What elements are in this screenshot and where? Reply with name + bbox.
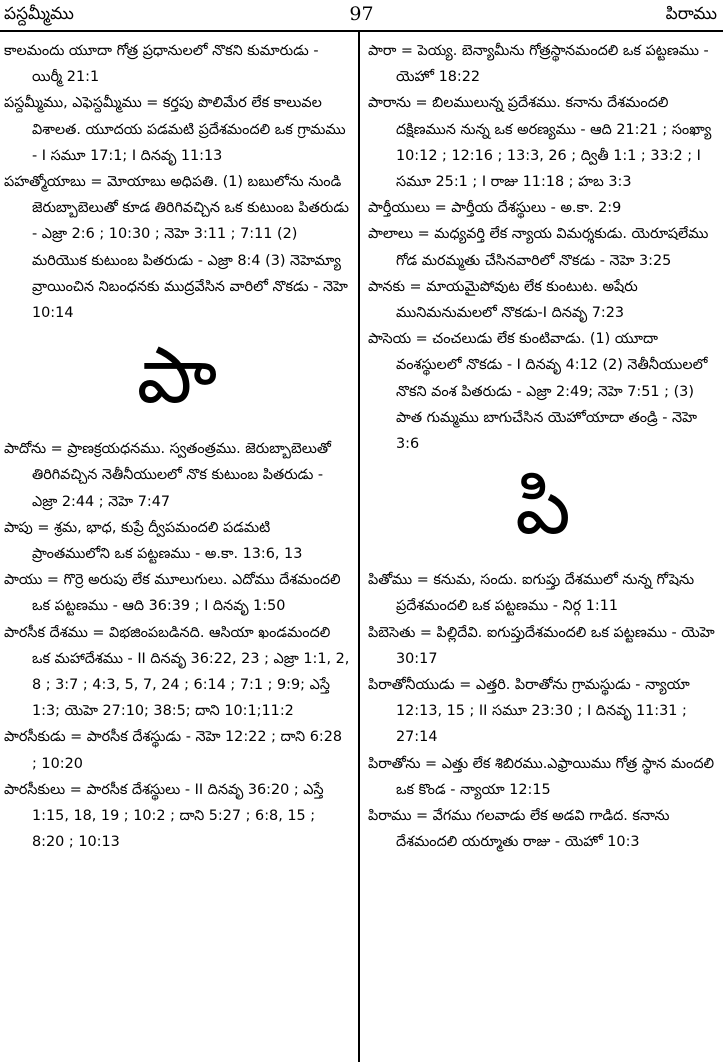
dictionary-entry: పారసీకులు = పారసీక దేశస్థులు - II దినవృ 36:20 ; ఎస్తే 1:15, 18, 19 ; 10:2 ; దాని 5:27 ; 6:8, 15 ; 8:20 ; 10:13 (4, 781, 324, 851)
dictionary-entry: పితోము = కనుమ, సందు. ఐగుప్తు దేశములో నున్న గోషెను ప్రదేశమందలి ఒక పట్టణము - నిర్గ 1:11 (368, 572, 695, 615)
page-header (0, 0, 723, 32)
dictionary-entry: పారసీకుడు = పారసీక దేశస్థుడు - నెహె 12:22 ; దాని 6:28 ; 10:20 (4, 729, 343, 772)
dictionary-entry: పిరాము = వేగము గలవాడు లేక అడవి గాడిద. కనాను దేశమందలి యర్మూతు రాజు - యెహో 10:3 (368, 808, 670, 851)
dictionary-entry: పిరాతోనీయుడు = ఎత్తరి. పిరాతోను గ్రామస్థుడు - న్యాయా 12:13, 15 ; II సమూ 23:30 ; I దినవృ 11:31 ; 27:14 (368, 677, 690, 746)
page-number: 97 (349, 3, 374, 25)
header-guide-word-left: పస్దమ్మీము (4, 4, 74, 24)
dictionary-entry: పాపు = శ్రమ, భాధ, కుప్రే ద్వీపమందలి పడమటి ప్రాంతములోని ఒక పట్టణము - అ.కా. 13:6, 13 (4, 519, 303, 563)
dictionary-entry: పాలాలు = మధ్యవర్తి లేక న్యాయ విమర్శకుడు. యెరూషలేము గోడ మరమ్మతు చేసినవారిలో నొకడు - నెహె 3:25 (368, 226, 709, 269)
left-column (4, 38, 350, 855)
dictionary-entry: పిరాతోను = ఎత్తు లేక శిబిరము.ఎఫ్రాయిము గోత్ర స్థాన మందలి ఒక కొండ - న్యాయా 12:15 (368, 755, 715, 798)
dictionary-entry: కాలమందు యూదా గోత్ర ప్రధానులలో నొకని కుమారుడు - యిర్మీ 21:1 (4, 43, 319, 86)
section-letter-heading: పి (515, 462, 571, 553)
dictionary-entry: పాయు = గొర్రె అరుపు లేక మూలుగులు. ఎదోము దేశమందలి ఒక పట్టణము - ఆది 36:39 ; I దినవృ 1:50 (4, 572, 341, 615)
dictionary-entry: పహత్మోయాబు = మోయాబు అధిపతి. (1) బబులోను నుండి జెరుబ్బాబెలుతో కూడ తిరిగివచ్చిన ఒక కుటుంబ పితరుడు - ఎజ్రా 2:6 ; 10:30 ; నెహె 3:11 ; 7:11 (2) మరియొక కుటుంబ పితరుడు - ఎజ్రా 8:4 (3) నెహెమ్యా వ్రాయించిన నిబంధనకు ముద్రవేసిన వారిలో నొకడు - నెహె 10:14 (4, 174, 349, 322)
dictionary-entry: పస్దమ్మీము, ఎఫెస్దమ్మీము = కర్తపు పొలిమేర లేక కాలువల విశాలత. యూదయ పడమటి ప్రదేశమందలి ఒక గ్రామము - I సమూ 17:1; I దినవృ 11:13 (4, 95, 346, 164)
right-column (368, 38, 718, 855)
dictionary-entry: పానకు = మాయమైపోవుట లేక కుంటుట. అషేరు మునిమనుమలలో నొకడు-I దినవృ 7:23 (368, 278, 638, 322)
dictionary-entry: పారా = పెయ్య. బెన్యామీను గోత్రస్థానమందలి ఒక పట్టణము - యెహో 18:22 (368, 43, 709, 86)
dictionary-entry: పారసీక దేశము = విభజింపబడినది. ఆసియా ఖండమందలి ఒక మహాదేశము - II దినవృ 36:22, 23 ; ఎజ్రా 1:1, 2, 8 ; 3:7 ; 4:3, 5, 7, 24 ; 6:14 ; 7:1 ; 9:9; ఎస్తే 1:3; యెహె 27:10; 38:5; దాని 10:1;11:2 (4, 624, 350, 720)
column-divider (358, 30, 360, 1062)
dictionary-entry: పార్తీయులు = పార్తీయ దేశస్థులు - అ.కా. 2:9 (368, 200, 622, 217)
dictionary-entry: పాదోను = ప్రాణక్రయధనము. స్వతంత్రము. జెరుబ్బాబెలుతో తిరిగివచ్చిన నెతీనీయులలో నొక కుటుంబ పితరుడు - ఎజ్రా 2:44 ; నెహె 7:47 (4, 441, 331, 510)
section-letter-heading: పా (136, 331, 218, 422)
header-guide-word-right: పిరాము (665, 4, 717, 24)
dictionary-entry: పిబెసెతు = పిల్లిదేవి. ఐగుప్తుదేశమందలి ఒక పట్టణము - యెహె 30:17 (368, 624, 715, 667)
dictionary-entry: పాసెయ = చంచలుడు లేక కుంటివాడు. (1) యూదా వంశస్థులలో నొకడు - I దినవృ 4:12 (2) నెతీనీయులలో నొకని వంశ పితరుడు - ఎజ్రా 2:49; నెహె 7:51 ; (3) పాత గుమ్మము బాగుచేసిన యెహోయాదా తండ్రి - నెహె 3:6 (368, 331, 708, 453)
dictionary-entry: పారాను = బిలములున్న ప్రదేశము. కనాను దేశమందలి దక్షిణమున నున్న ఒక అరణ్యము - ఆది 21:21 ; సంఖ్యా 10:12 ; 12:16 ; 13:3, 26 ; ద్వితీ 1:1 ; 33:2 ; I సమూ 25:1 ; I రాజు 11:18 ; హబ 3:3 (368, 95, 712, 191)
